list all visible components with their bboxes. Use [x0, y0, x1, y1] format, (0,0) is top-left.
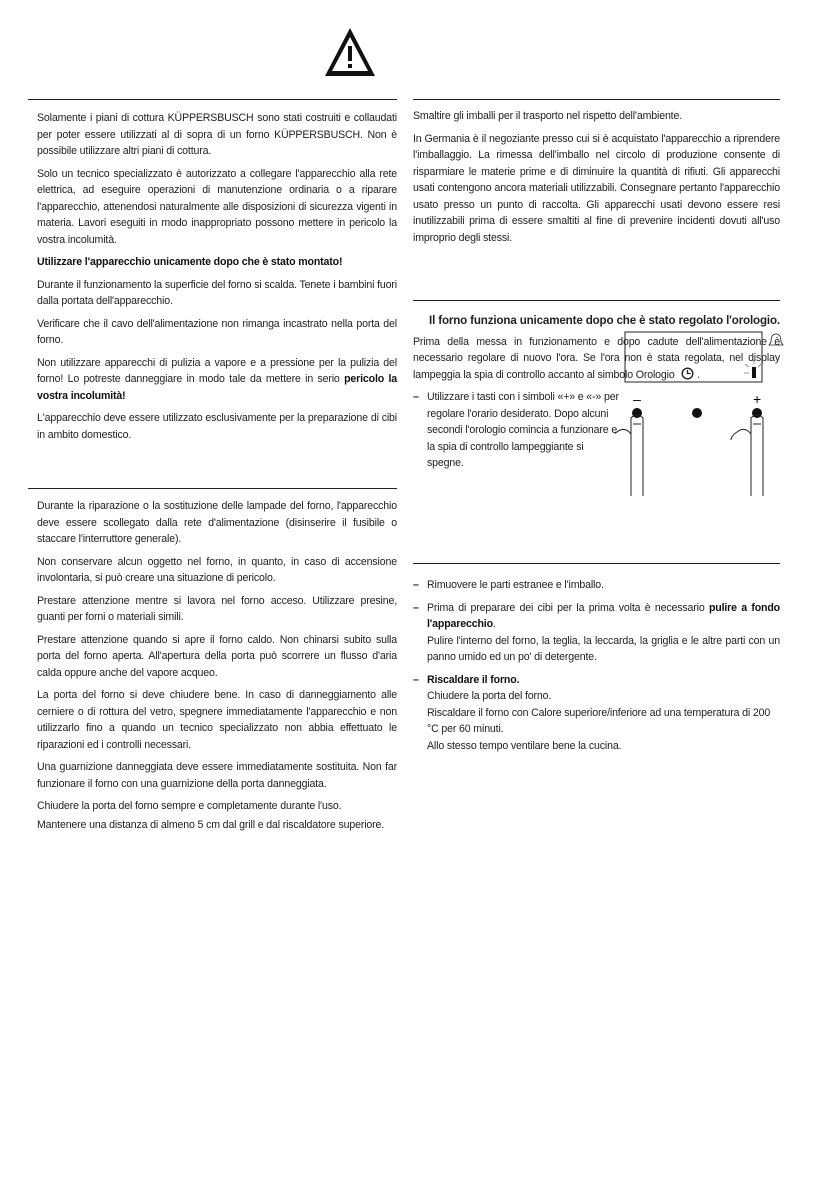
divider — [413, 300, 780, 301]
indicator-light — [752, 367, 756, 378]
text: Pulire l'interno del forno, la teglia, la leccarda, la griglia e le altre parti con un panno umido ed un po' di detergente. — [427, 634, 780, 663]
safety-section — [37, 110, 397, 449]
warning-triangle-icon — [323, 26, 377, 78]
divider — [28, 99, 397, 100]
set-button — [692, 408, 702, 418]
text: Non utilizzare apparecchi di pulizia a vapore e a pressione per la pulizia del forno! Lo potreste danneggiare in modo tale da mettere in serio — [37, 356, 397, 385]
paragraph: Durante il funzionamento la superficie del forno si scalda. Tenete i bambini fuori dalla portata dell'apparecchio. — [37, 278, 397, 307]
paragraph: Prima della messa in funzionamento e dopo cadute dell'alimentazione è necessario regolare di nuovo l'ora. Se l'ora non è stata regolata, nel display lampeggia la spia di controllo accanto al simbolo Orologio . — [413, 335, 780, 381]
dash-bullet: – — [413, 673, 419, 686]
text: Rimuovere le parti estranee e l'imballo. — [427, 579, 604, 591]
text: Chiudere la porta del forno. — [427, 690, 552, 702]
paragraph: Smaltire gli imballi per il trasporto nel rispetto dell'ambiente. — [413, 110, 683, 122]
list-item — [413, 389, 622, 472]
list-item — [413, 672, 780, 755]
dash-bullet: – — [413, 579, 419, 591]
bold-text: pericolo la vostra incolumità! — [37, 373, 397, 402]
paragraph: L'apparecchio deve essere utilizzato esclusivamente per la preparazione di cibi in ambito domestico. — [37, 412, 397, 441]
bold-text: Utilizzare l'apparecchio unicamente dopo che è stato montato! — [37, 256, 343, 268]
bell-icon — [769, 334, 783, 345]
plus-label: + — [752, 391, 762, 407]
section-heading: Il forno funziona unicamente dopo che è stato regolato l'orologio. — [429, 314, 780, 327]
paragraph: Una guarnizione danneggiata deve essere immediatamente sostituita. Non far funzionare il forno con una guarnizione della porta danneggiata. — [37, 761, 397, 790]
text: Utilizzare i tasti con i simboli «+» e «-» per regolare l'orario desiderato. Dopo alcuni secondi l'orologio comincia a funzionare e la spia di controllo lampeggiante si spegne. — [427, 391, 619, 469]
finger-icon — [615, 415, 763, 496]
paragraph: In Germania è il negoziante presso cui si è acquistato l'apparecchio a riprendere l'imballaggio. La rimessa dell'imballo nel circolo di produzione consente di risparmiare le materie prime e di diminuire la quantità di rifiuti. Gli apparecchi usati contengono ancora materiali utilizzabili. Consegnare pertanto l'apparecchio usato presso un punto di raccolta. Gli apparecchi usati devono essere resi inutilizzabili prima di essere smaltiti al fine di prevenire incidenti dovuti all'uso improprio degli stessi. — [413, 132, 780, 244]
paragraph: Verificare che il cavo dell'alimentazione non rimanga incastrato nella porta del forno. — [37, 317, 397, 346]
dash-bullet: – — [413, 601, 419, 614]
paragraph: Durante la riparazione o la sostituzione delle lampade del forno, l'apparecchio deve essere scollegato dalla rete d'alimentazione (disinserire il fusibile o staccare l'interruttore generale). — [37, 500, 397, 545]
paragraph: Mantenere una distanza di almeno 5 cm dal grill e dal riscaldatore superiore. — [37, 818, 385, 831]
list-item — [413, 577, 780, 594]
paragraph: La porta del forno si deve chiudere bene. In caso di danneggiamento alle cerniere o di rottura del vetro, spegnere immediatamente l'apparecchio e non utilizzarlo fino a quando un tecnico specializzato non abbia effettuato le riparazioni ed i controlli necessari. — [37, 689, 397, 751]
first-use-section — [413, 577, 780, 760]
text: Allo stesso tempo ventilare bene la cucina. — [427, 739, 622, 752]
divider — [413, 99, 780, 100]
divider — [28, 488, 397, 489]
paragraph: Prestare attenzione quando si apre il forno caldo. Non chinarsi subito sulla porta del forno aperta. All'apertura della porta può scorrere un flusso d'aria calda oppure anche del vapore acqueo. — [37, 633, 397, 679]
paragraph: Solamente i piani di cottura KÜPPERSBUSCH sono stati costruiti e collaudati per poter essere utilizzati al di sopra di un forno KÜPPERSBUSCH. Non è possibile utilizzare altri piani di cottura. — [37, 112, 397, 157]
text: . — [492, 618, 496, 630]
minus-label: – — [633, 391, 641, 407]
paragraph: Non conservare alcun oggetto nel forno, in quanto, in caso di accensione involontaria, si può creare una situazione di pericolo. — [37, 555, 397, 584]
paragraph: Chiudere la porta del forno sempre e completamente durante l'uso. — [37, 800, 342, 812]
paragraph — [37, 254, 397, 271]
divider — [413, 563, 780, 564]
paragraph: Prestare attenzione mentre si lavora nel forno acceso. Utilizzare presine, guanti per forni o materiali simili. — [37, 594, 397, 623]
repair-safety-section — [37, 498, 397, 839]
paragraph — [37, 355, 397, 405]
bold-text: Riscaldare il forno. — [427, 673, 520, 686]
text: Prima della messa in funzionamento e dopo cadute dell'alimentazione è necessario regolare di nuovo l'ora. Se l'ora non è stata regolata, nel display lampeggia la spia di controllo accanto al simbolo Orologio — [413, 335, 780, 381]
list-item — [413, 600, 780, 666]
text: Prima di preparare dei cibi per la prima volta è necessario — [427, 601, 709, 614]
clock-buttons-illustration — [615, 326, 790, 496]
dash-bullet: – — [413, 391, 419, 403]
text: Riscaldare il forno con Calore superiore/inferiore ad una temperatura di 200 °C per 60 minuti. — [427, 706, 771, 735]
disposal-section — [413, 108, 780, 252]
bold-text: pulire a fondo l'apparecchio — [427, 601, 780, 630]
paragraph: Solo un tecnico specializzato è autorizzato a collegare l'apparecchio alla rete elettrica, ad eseguire operazioni di manutenzione ordinaria o a riparare l'apparecchio, attenendosi naturalmente alle disposizioni di sicurezza vigenti in materia. Lavori eseguiti in modo inappropriato possono mettere in pericolo la vostra incolumità. — [37, 167, 397, 246]
